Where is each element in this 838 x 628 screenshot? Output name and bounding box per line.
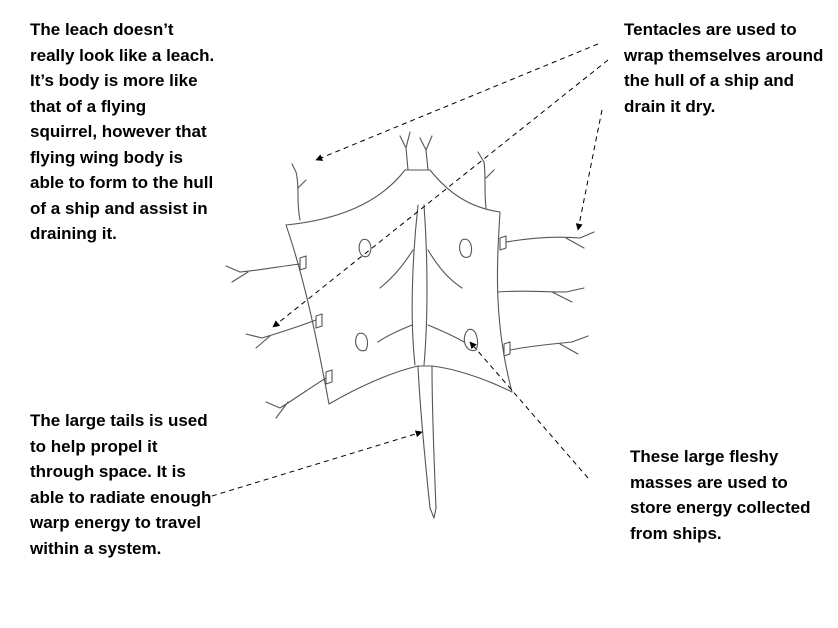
tentacle-arrow-left <box>273 60 608 327</box>
left-tentacles <box>226 164 326 418</box>
head-tentacles <box>400 132 432 170</box>
tentacle-sucker <box>326 370 332 384</box>
fleshy-mass <box>356 333 368 351</box>
leech-body <box>286 170 512 404</box>
mass-arrow <box>470 342 588 478</box>
body-description-note: The leach doesn’t really look like a leach. It’s body is more like that of a flying squirrel, however that flying wing body is able to form to the hull of a ship and assist in draining it. <box>30 20 215 243</box>
tentacle-sucker <box>500 236 506 250</box>
tentacle-sucker <box>504 342 510 356</box>
fleshy-mass <box>460 239 472 257</box>
tentacle-sucker <box>300 256 306 270</box>
tentacle-sucker <box>316 314 322 328</box>
fleshy-mass <box>464 329 477 350</box>
tail-description-note: The large tails is used to help propel it through space. It is able to radiate enough warp energy to travel within a system. <box>30 411 212 558</box>
leech-tail <box>418 366 436 518</box>
fleshy-mass <box>359 239 371 256</box>
spine-ridges <box>378 205 464 365</box>
fleshy-masses-description-note: These large fleshy masses are used to store energy collected from ships. <box>630 447 811 543</box>
tentacle-arrow-right <box>578 110 602 230</box>
tail-arrow <box>212 432 422 496</box>
right-tentacles <box>478 152 594 354</box>
tentacles-description-note: Tentacles are used to wrap themselves around the hull of a ship and drain it dry. <box>624 20 824 116</box>
